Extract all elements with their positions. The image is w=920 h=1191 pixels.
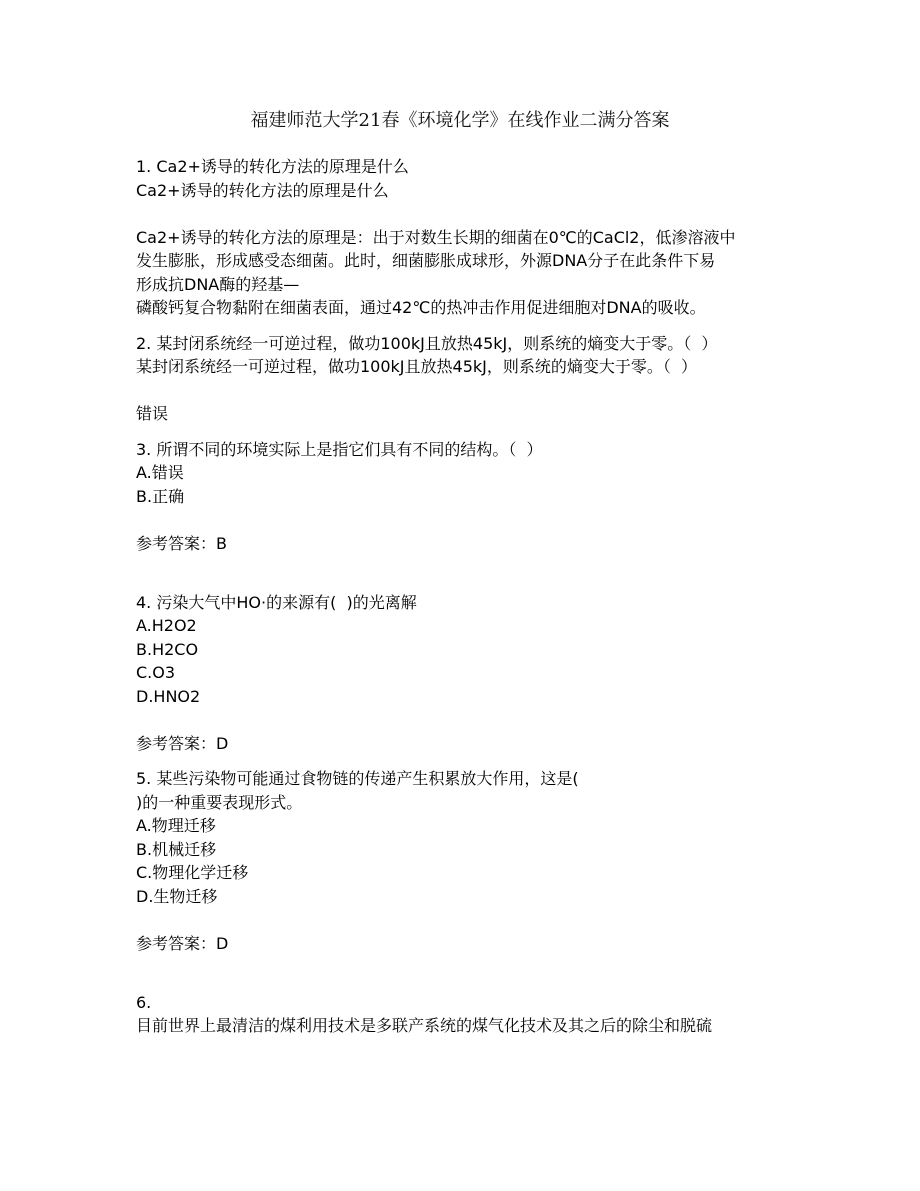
option-b: B.正确: [136, 486, 185, 506]
option-c: C.O3: [136, 663, 176, 682]
option-d: D.生物迁移: [136, 886, 218, 906]
answer-line: Ca2+诱导的转化方法的原理是：出于对数生长期的细菌在0℃的CaCl2，低渗溶液中: [136, 227, 736, 247]
answer-text: 错误: [136, 404, 169, 423]
spacer: [136, 555, 796, 579]
question-1-stem-line: [136, 155, 796, 179]
question-3-stem-line: [136, 438, 796, 462]
question-stem: 污染大气中HO·的来源有( )的光离解: [156, 592, 417, 612]
question-stem: 所谓不同的环境实际上是指它们具有不同的结构。（ ）: [156, 439, 543, 459]
spacer: [136, 708, 796, 732]
question-number: 4.: [136, 592, 152, 612]
question-number: 1.: [136, 157, 152, 176]
spacer: [136, 579, 796, 591]
spacer: [136, 379, 796, 403]
spacer: [136, 979, 796, 991]
option-a: A.错误: [136, 463, 184, 482]
option-b: B.H2CO: [136, 639, 199, 659]
question-stem: Ca2+诱导的转化方法的原理是什么: [156, 157, 409, 176]
spacer: [136, 908, 796, 932]
option-b: B.机械迁移: [136, 839, 217, 859]
reference-answer-value: D: [216, 733, 229, 753]
reference-answer-label: 参考答案：: [136, 533, 217, 553]
question-number: 6.: [136, 992, 152, 1012]
answer-line: 磷酸钙复合物黏附在细菌表面，通过42℃的热冲击作用促进细胞对DNA的吸收。: [136, 298, 706, 317]
question-2-stem-line: [136, 332, 796, 356]
reference-answer: [136, 532, 796, 556]
answer-line: 发生膨胀，形成感受态细菌。此时，细菌膨胀成球形，外源DNA分子在此条件下易: [136, 251, 716, 270]
question-stem-continued: )的一种重要表现形式。: [136, 792, 303, 812]
document-body: [136, 155, 796, 1038]
answer-line: 形成抗DNA酶的羟基—: [136, 274, 300, 294]
question-3: [136, 438, 796, 556]
option-c: C.物理化学迁移: [136, 863, 249, 882]
question-repeat-stem: 某封闭系统经一可逆过程，做功100kJ且放热45kJ，则系统的熵变大于零。（ ）: [136, 357, 698, 376]
question-number: 2.: [136, 333, 152, 353]
question-stem: 目前世界上最清洁的煤利用技术是多联产系统的煤气化技术及其之后的除尘和脱硫: [136, 1016, 713, 1035]
reference-answer: [136, 732, 796, 756]
question-5-stem-line: [136, 767, 796, 791]
reference-answer-value: D: [216, 933, 229, 953]
spacer: [136, 955, 796, 979]
question-4: [136, 591, 796, 756]
spacer: [136, 320, 796, 332]
spacer: [136, 426, 796, 438]
question-stem: 某些污染物可能通过食物链的传递产生积累放大作用，这是(: [156, 769, 579, 788]
document-title: 福建师范大学21春《环境化学》在线作业二满分答案: [250, 110, 670, 131]
option-d: D.HNO2: [136, 686, 201, 706]
option-a: A.H2O2: [136, 616, 197, 635]
reference-answer-label: 参考答案：: [136, 733, 217, 753]
question-6: [136, 991, 796, 1038]
question-4-stem-line: [136, 591, 796, 615]
reference-answer: [136, 932, 796, 956]
question-number: 5.: [136, 769, 152, 788]
question-2: [136, 332, 796, 426]
spacer: [136, 755, 796, 767]
question-stem: 某封闭系统经一可逆过程，做功100kJ且放热45kJ，则系统的熵变大于零。（ ）: [156, 333, 718, 353]
question-number: 3.: [136, 439, 152, 459]
reference-answer-value: B: [216, 533, 227, 553]
question-1: [136, 155, 796, 320]
spacer: [136, 508, 796, 532]
question-repeat-stem: Ca2+诱导的转化方法的原理是什么: [136, 180, 389, 200]
option-a: A.物理迁移: [136, 816, 216, 835]
reference-answer-label: 参考答案：: [136, 933, 217, 953]
question-5: [136, 767, 796, 955]
spacer: [136, 202, 796, 226]
